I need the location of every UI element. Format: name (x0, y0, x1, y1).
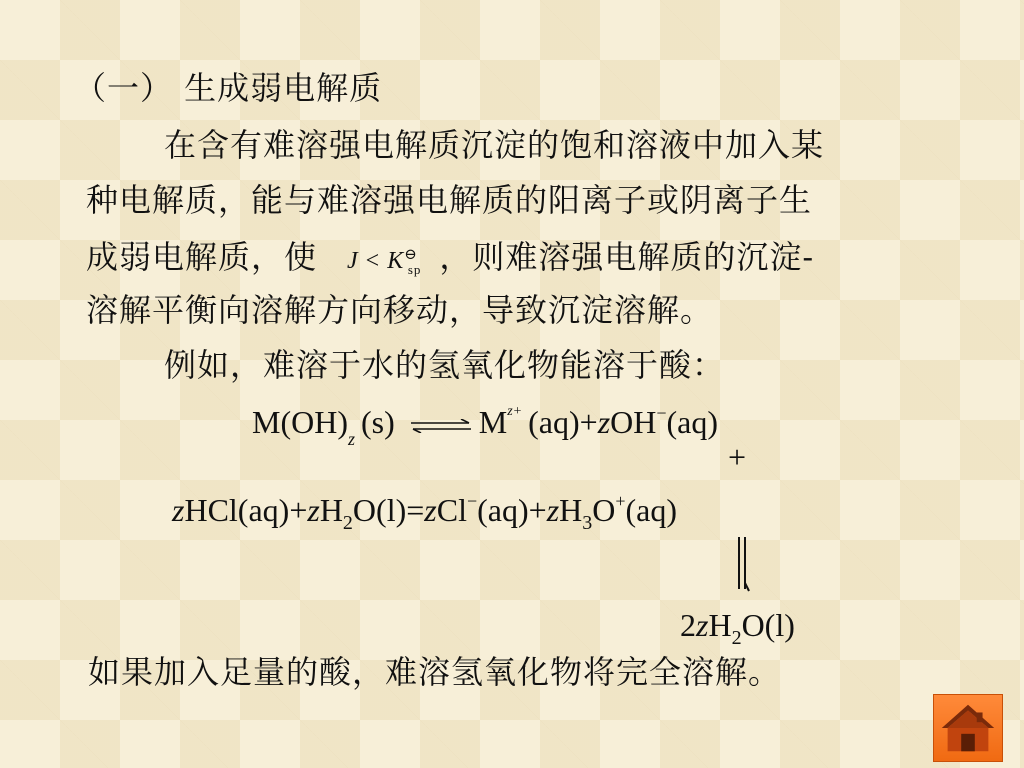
eq2-z2: z (307, 492, 320, 528)
equation-water-product (680, 605, 795, 658)
eq2-h2-sub: 2 (342, 512, 353, 534)
eq1-metal-charge: z+ (507, 404, 523, 419)
formula-lt: < (358, 248, 388, 274)
formula-k-sup: ⊖ (404, 247, 418, 263)
eq1-left-state: (s) (361, 404, 395, 440)
eq2-o: O (592, 492, 616, 528)
paragraph-line-1: 在含有难溶强电解质沉淀的饱和溶液中加入某 (164, 126, 825, 164)
eq2-z1: z (172, 492, 185, 528)
eq2-hcl: HCl(aq)+ (184, 492, 308, 528)
paragraph-line-4: 溶解平衡向溶解方向移动，导致沉淀溶解。 (86, 291, 714, 329)
eq2-z3: z (424, 492, 437, 528)
eq1-left: M(OH) (252, 404, 348, 440)
eq2-h3: H (559, 492, 583, 528)
eq1-oh: OH (610, 404, 657, 440)
paragraph-line-3 (86, 235, 966, 290)
section-heading: （一） 生成弱电解质 (74, 69, 383, 107)
eq3-coef: 2 (680, 607, 696, 643)
paragraph-line-3-prefix: 成弱电解质，使 (86, 238, 318, 276)
plus-sign: + (728, 439, 747, 475)
formula-k: K (387, 248, 405, 274)
equilibrium-arrow-icon (409, 419, 473, 433)
eq1-left-sub: z (347, 429, 355, 449)
eq1-aq-plus: (aq)+ (528, 404, 598, 440)
equation-acid-hydrolysis (172, 481, 677, 543)
eq2-water: O(l)= (352, 492, 425, 528)
eq3-z: z (696, 607, 709, 643)
paragraph-line-3-suffix: ，则难溶强电解质的沉淀- (439, 238, 815, 276)
eq1-oh-charge: − (656, 403, 667, 423)
eq1-metal: M (478, 404, 508, 440)
main-paragraph (86, 125, 966, 400)
eq1-right-state: (aq) (666, 404, 719, 440)
example-intro: 例如，难溶于水的氢氧化物能溶于酸： (164, 346, 726, 384)
eq3-rest: O(l) (741, 607, 795, 643)
home-button[interactable] (933, 694, 1003, 762)
formula-k-sub: sp (407, 261, 422, 277)
paragraph-line-2: 种电解质，能与难溶强电解质的阳离子或阴离子生 (86, 181, 813, 219)
eq2-z4: z (546, 492, 560, 528)
conclusion-text: 如果加入足量的酸，难溶氢氧化物将完全溶解。 (88, 653, 782, 691)
eq2-cl-charge: − (466, 491, 478, 511)
eq2-h: H (319, 492, 343, 528)
eq2-aq: (aq) (625, 492, 678, 528)
eq2-aq-plus: (aq)+ (477, 492, 547, 528)
eq2-h3-sub: 3 (582, 512, 593, 534)
eq2-o-charge: + (615, 491, 626, 511)
eq1-z: z (597, 404, 611, 440)
condition-formula (347, 235, 421, 290)
eq3-h2-sub: 2 (731, 627, 742, 649)
home-icon (934, 695, 1002, 761)
eq2-cl: Cl (436, 492, 467, 528)
formula-j: J (347, 248, 359, 274)
equation-dissolution (252, 392, 718, 459)
double-down-arrow-icon (733, 535, 753, 595)
eq3-h: H (708, 607, 732, 643)
